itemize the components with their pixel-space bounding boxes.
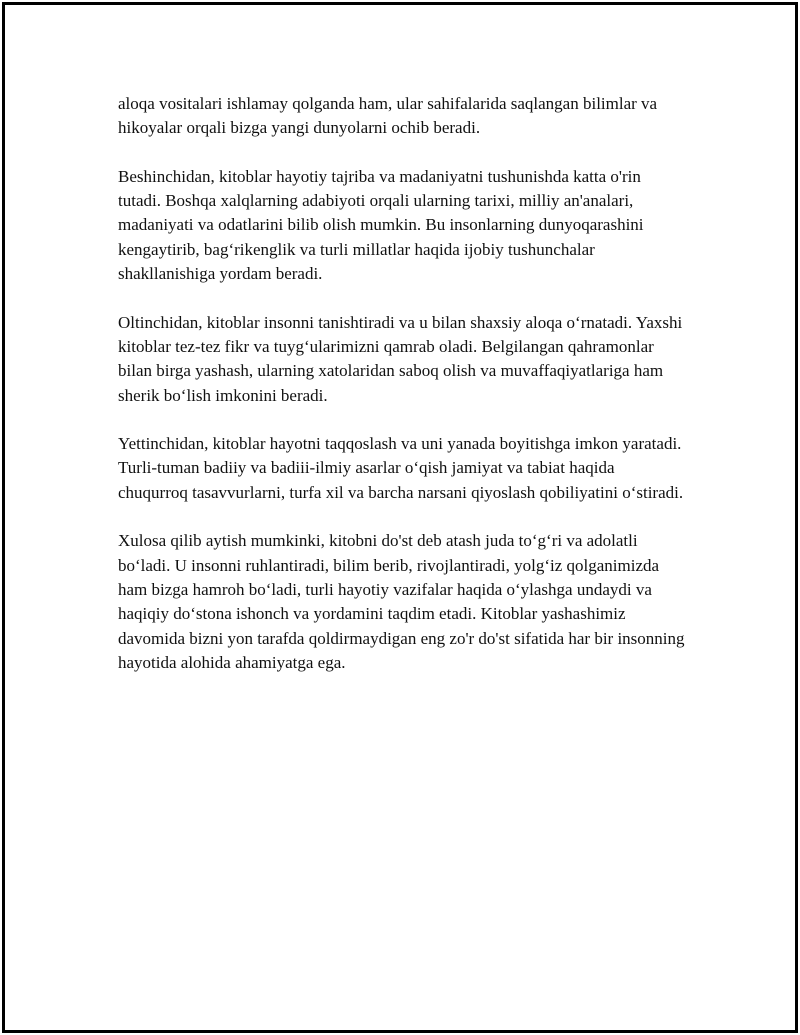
paragraph-3: Oltinchidan, kitoblar insonni tanishtiradi va u bilan shaxsiy aloqa o‘rnatadi. Yaxshi kitoblar tez-tez fikr va tuyg‘ularimizni qamrab oladi. Belgilangan qahramonlar bilan birga yashash, ularning xatolaridan saboq olish va muvaffaqiyatlariga ham sherik bo‘lish imkonini beradi.: [118, 312, 683, 405]
paragraph-5: Xulosa qilib aytish mumkinki, kitobni do'st deb atash juda to‘g‘ri va adolatli bo‘ladi. U insonni ruhlantiradi, bilim berib, rivojlantiradi, yolg‘iz qolganimizda ham bizga hamroh bo‘ladi, turli hayotiy vazifalar haqida o‘ylashga undaydi va haqiqiy do‘stona ishonch va yordamini taqdim etadi. Kitoblar yashashimiz davomida bizni yon tarafda qoldirmaydigan eng zo'r do'st sifatida har bir insonning hayotida alohida ahamiyatga ega.: [118, 531, 685, 672]
paragraph-2: Beshinchidan, kitoblar hayotiy tajriba va madaniyatni tushunishda katta o'rin tutadi. Boshqa xalqlarning adabiyoti orqali ularning tarixi, milliy an'analari, madaniyati va odatlarini bilib olish mumkin. Bu insonlarning dunyoqarashini kengaytirib, bag‘rikenglik va turli millatlar haqida ijobiy tushunchalar shakllanishiga yordam beradi.: [118, 166, 644, 284]
paragraph-1: aloqa vositalari ishlamay qolganda ham, ular sahifalarida saqlangan bilimlar va hikoyalar orqali bizga yangi dunyolarni ochib beradi.: [118, 94, 658, 138]
document-body: [118, 92, 688, 699]
paragraph-4: Yettinchidan, kitoblar hayotni taqqoslash va uni yanada boyitishga imkon yaratadi. Turli-tuman badiiy va badiii-ilmiy asarlar o‘qish jamiyat va tabiat haqida chuqurroq tasavvurlarni, turfa xil va barcha narsani qiyoslash qobiliyatini o‘stiradi.: [118, 434, 684, 502]
